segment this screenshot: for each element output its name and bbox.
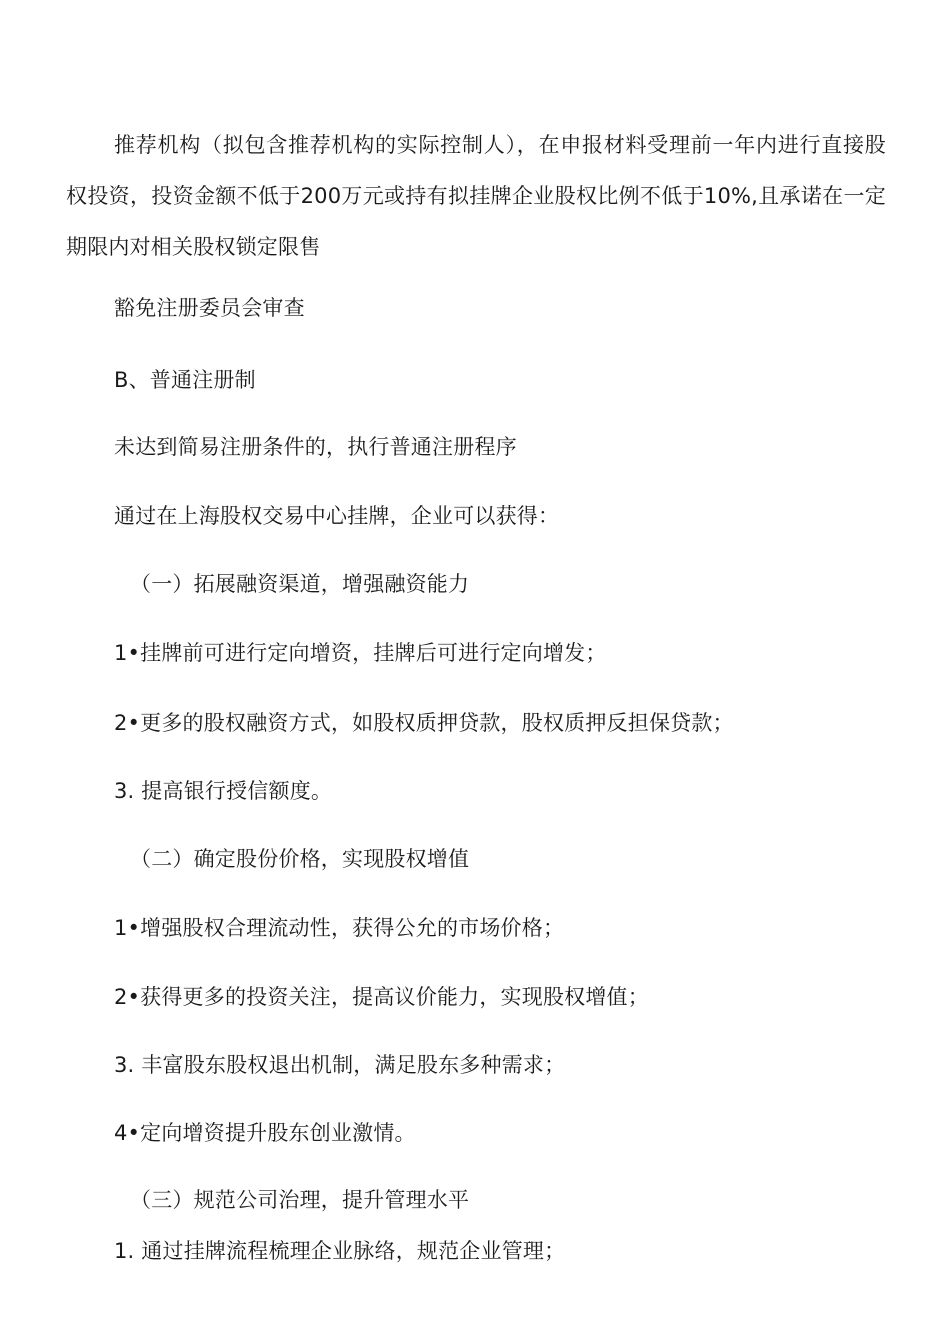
- list-item-2-equity-financing: 2•更多的股权融资方式，如股权质押贷款，股权质押反担保贷款；: [114, 711, 734, 735]
- heading-section-one: （一）拓展融资渠道，增强融资能力: [130, 572, 470, 596]
- heading-b-ordinary-registration: B、普通注册制: [114, 368, 256, 392]
- list-item-4-entrepreneurship: 4•定向增资提升股东创业激情。: [114, 1121, 416, 1145]
- list-item-1-governance: 1. 通过挂牌流程梳理企业脉络，规范企业管理；: [114, 1239, 566, 1263]
- heading-section-two: （二）确定股份价格，实现股权增值: [130, 847, 470, 871]
- list-item-1-private-placement: 1•挂牌前可进行定向增资，挂牌后可进行定向增发；: [114, 641, 607, 665]
- list-item-3-bank-credit: 3. 提高银行授信额度。: [114, 779, 333, 803]
- heading-section-three: （三）规范公司治理，提升管理水平: [130, 1188, 470, 1212]
- list-item-3-exit-mechanism: 3. 丰富股东股权退出机制，满足股东多种需求；: [114, 1053, 566, 1077]
- list-item-1-liquidity: 1•增强股权合理流动性，获得公允的市场价格；: [114, 916, 565, 940]
- paragraph-listing-benefits-intro: 通过在上海股权交易中心挂牌，企业可以获得：: [114, 504, 560, 528]
- paragraph-ordinary-procedure: 未达到简易注册条件的，执行普通注册程序: [114, 435, 517, 459]
- list-item-2-investor-attention: 2•获得更多的投资关注，提高议价能力，实现股权增值；: [114, 985, 649, 1009]
- paragraph-exempt-review: 豁免注册委员会审查: [114, 296, 305, 320]
- paragraph-recommender-investment: 推荐机构（拟包含推荐机构的实际控制人），在申报材料受理前一年内进行直接股权投资，投资金额不低于200万元或持有拟挂牌企业股权比例不低于10%,且承诺在一定期限内对相关股权锁定限售: [66, 133, 886, 259]
